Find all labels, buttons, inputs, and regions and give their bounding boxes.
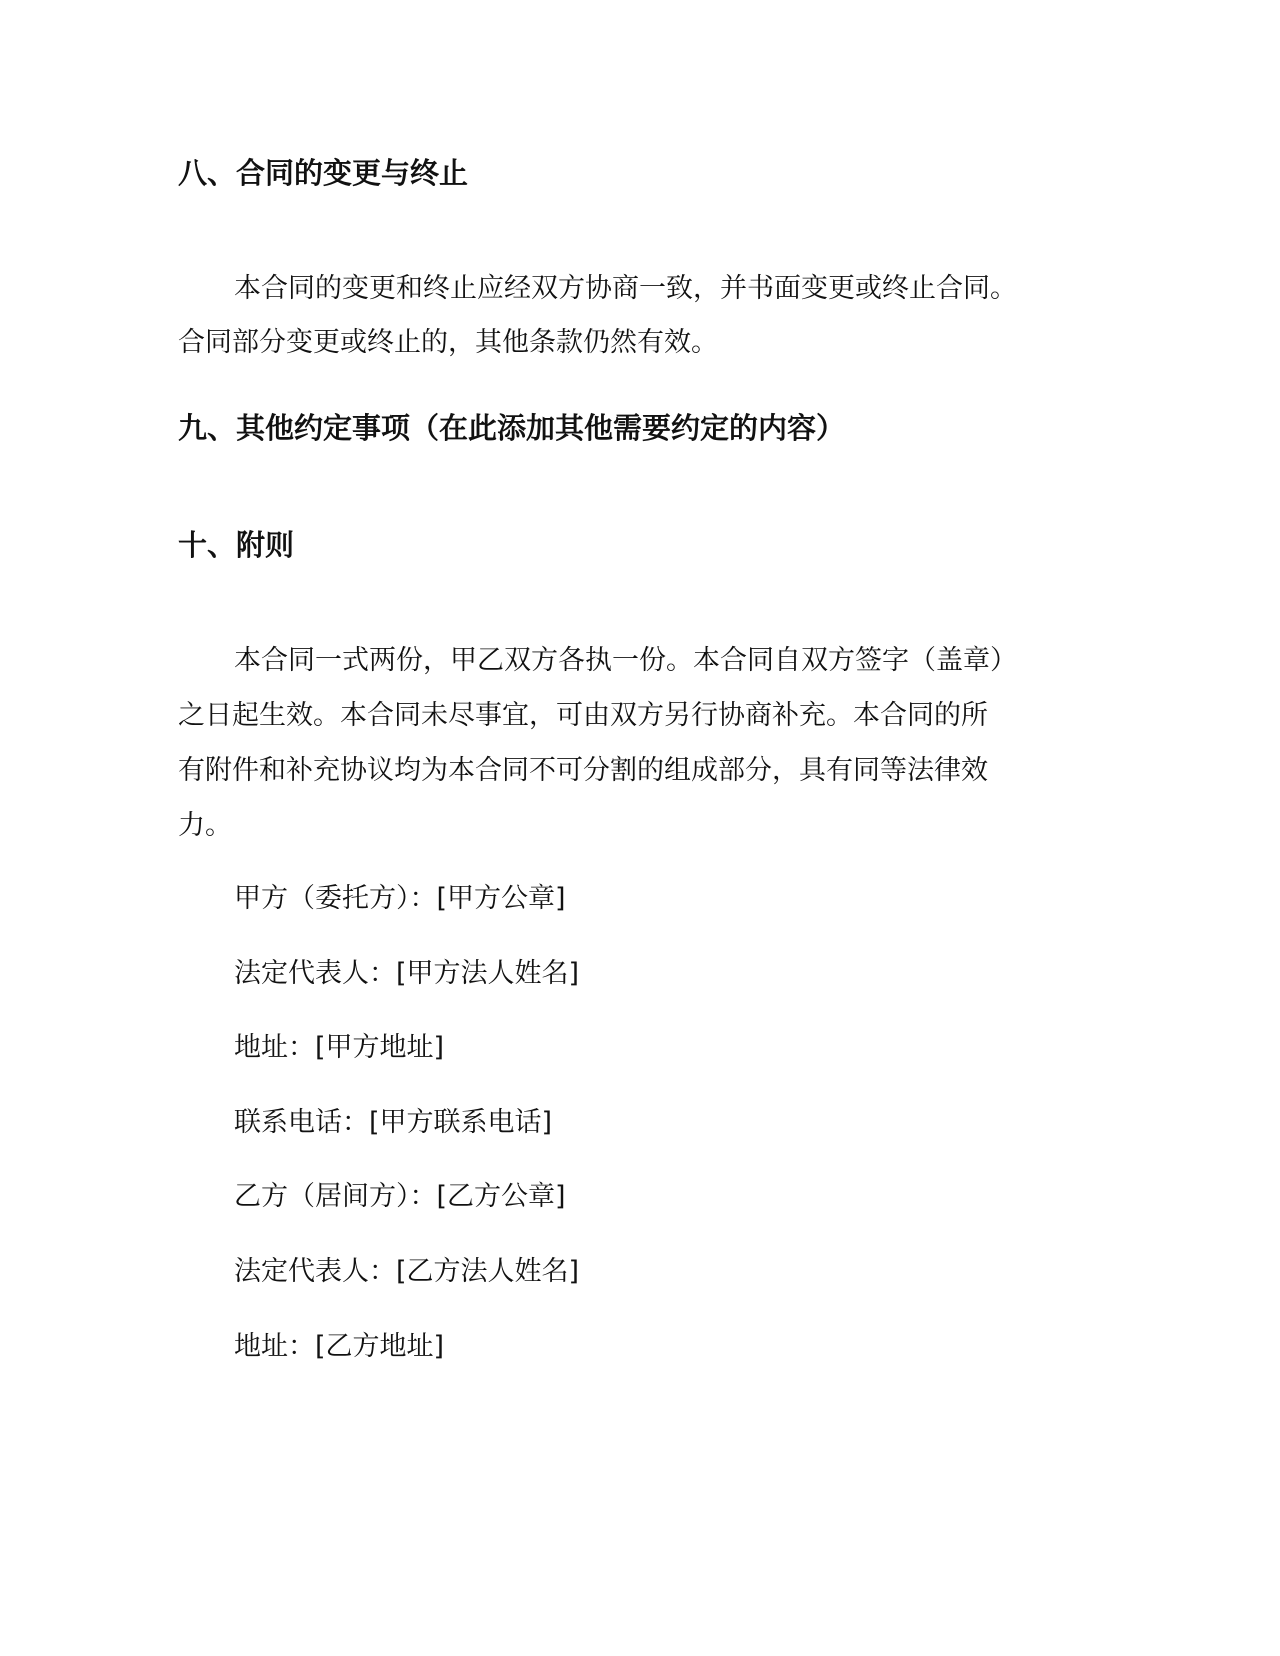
section-10-text-line: 力。	[178, 810, 232, 841]
party-b-representative: 法定代表人：[乙方法人姓名]	[234, 1256, 580, 1287]
party-b-address: 地址：[乙方地址]	[234, 1331, 445, 1362]
section-8-text-line: 合同部分变更或终止的，其他条款仍然有效。	[178, 327, 718, 358]
section-8-heading: 八、合同的变更与终止	[178, 156, 469, 190]
section-10-text-line: 有附件和补充协议均为本合同不可分割的组成部分，具有同等法律效	[178, 755, 988, 786]
section-10-text-line: 本合同一式两份，甲乙双方各执一份。本合同自双方签字（盖章）	[234, 645, 1017, 676]
party-a-seal: 甲方（委托方）：[甲方公章]	[234, 883, 566, 914]
party-b-seal: 乙方（居间方）：[乙方公章]	[234, 1181, 566, 1212]
section-8-text-line: 本合同的变更和终止应经双方协商一致，并书面变更或终止合同。	[234, 273, 1017, 304]
party-a-representative: 法定代表人：[甲方法人姓名]	[234, 958, 580, 989]
section-10-heading: 十、附则	[178, 528, 295, 562]
party-a-phone: 联系电话：[甲方联系电话]	[234, 1107, 553, 1138]
section-10-text-line: 之日起生效。本合同未尽事宜，可由双方另行协商补充。本合同的所	[178, 700, 988, 731]
section-9-heading: 九、其他约定事项（在此添加其他需要约定的内容）	[178, 411, 846, 445]
party-a-address: 地址：[甲方地址]	[234, 1032, 445, 1063]
